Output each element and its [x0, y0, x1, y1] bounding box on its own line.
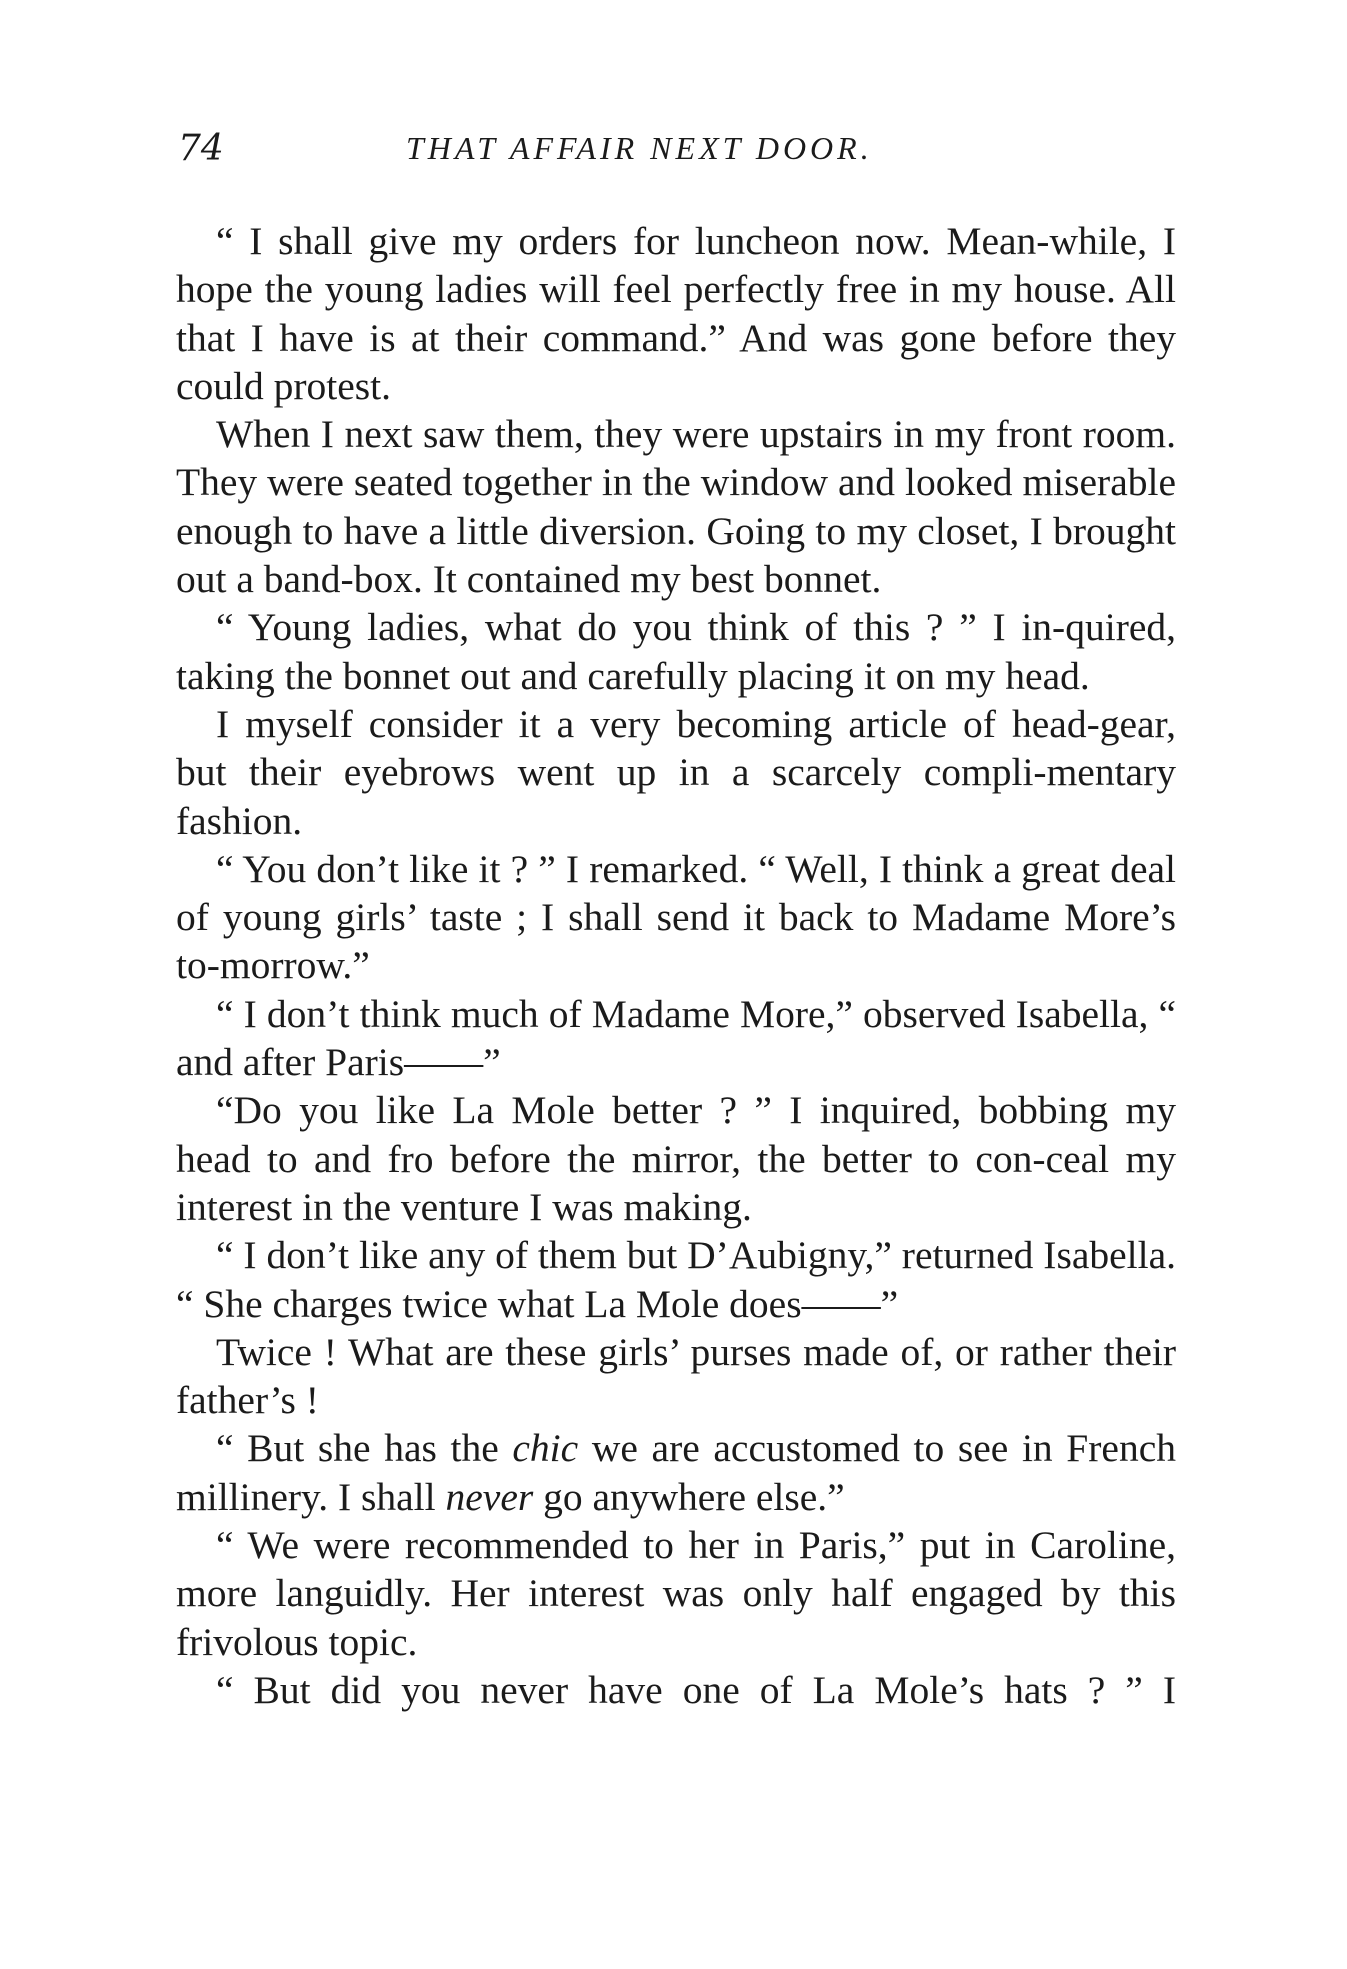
paragraph: “ I don’t like any of them but D’Aubigny,” returned Isabella. “ She charges twice what La Mole does——” [176, 1233, 1176, 1326]
paragraph: I myself consider it a very becoming article of head-gear, but their eyebrows went up in a scarcely compli-mentary fashion. [176, 701, 1176, 843]
paragraph: “ You don’t like it ? ” I remarked. “ Well, I think a great deal of young girls’ taste ; I shall send it back to Madame More’s to-morrow.” [176, 846, 1176, 988]
paragraph [176, 1424, 1176, 1521]
paragraph-text: we are accustomed to see in French millinery. I shall [176, 1426, 1176, 1519]
paragraph: “ Young ladies, what do you think of this ? ” I in-quired, taking the bonnet out and carefully placing it on my head. [176, 605, 1176, 698]
paragraph: When I next saw them, they were upstairs in my front room. They were seated together in the window and looked miserable enough to have a little diversion. Going to my closet, I brought out a band-box. It contained my best bonnet. [176, 412, 1176, 602]
running-head: THAT AFFAIR NEXT DOOR. [406, 130, 873, 166]
paragraph: “ I don’t think much of Madame More,” observed Isabella, “ and after Paris——” [176, 991, 1176, 1085]
body-text [176, 217, 1176, 1714]
paragraph-text: go anywhere else.” [533, 1474, 845, 1519]
paragraph: Twice ! What are these girls’ purses made of, or rather their father’s ! [176, 1329, 1176, 1423]
paragraph: “ I shall give my orders for luncheon now. Mean-while, I hope the young ladies will feel perfectly free in my house. All that I have is at their command.” And was gone before they could protest. [176, 219, 1176, 408]
paragraph: “Do you like La Mole better ? ” I inquired, bobbing my head to and fro before the mirror, the better to con-ceal my interest in the venture I was making. [176, 1088, 1176, 1229]
page-number: 74 [178, 128, 224, 169]
paragraph-text: “ But she has the [216, 1426, 513, 1471]
paragraph: “ But did you never have one of La Mole’s hats ? ” I [216, 1667, 1176, 1712]
italic-word: never [445, 1474, 534, 1519]
page-header [178, 128, 1178, 178]
italic-word: chic [512, 1426, 579, 1471]
paragraph: “ We were recommended to her in Paris,” put in Caroline, more languidly. Her interest was only half engaged by this frivolous topic. [176, 1523, 1176, 1664]
